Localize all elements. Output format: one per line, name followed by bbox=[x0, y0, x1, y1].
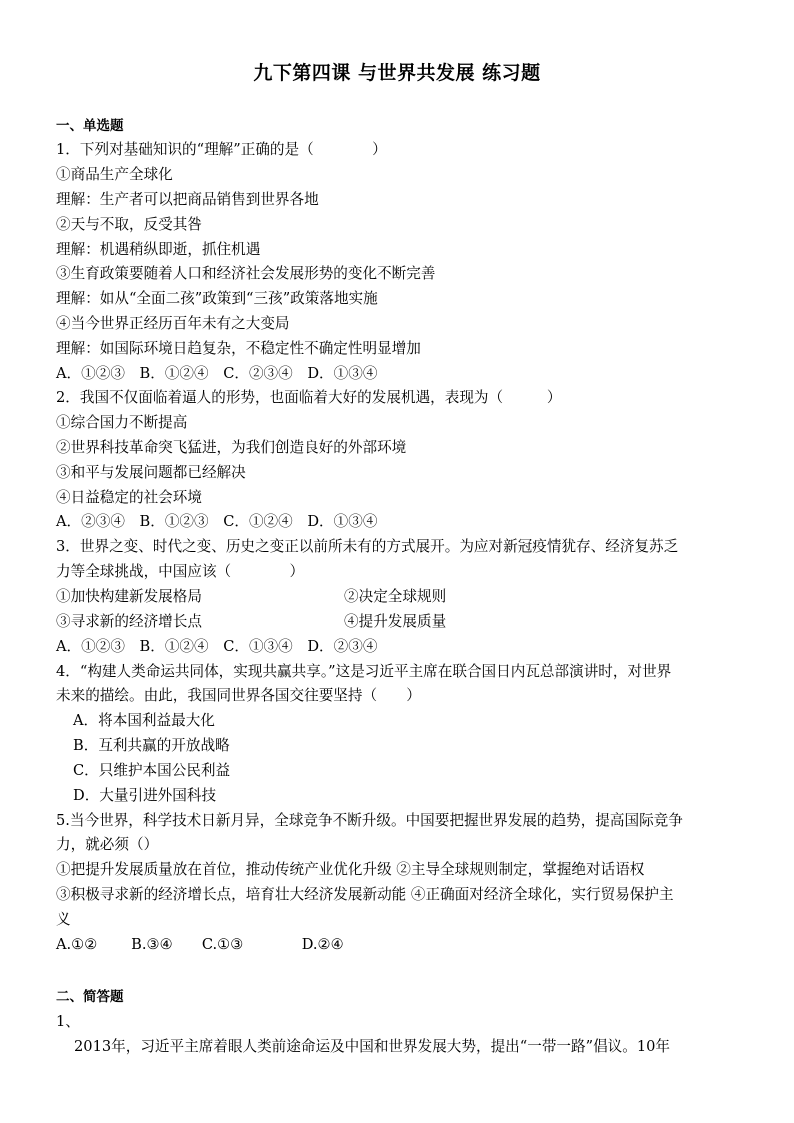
q1-stem: 1．下列对基础知识的“理解”正确的是（ ） bbox=[56, 141, 387, 158]
q4-choice-b: B．互利共赢的开放战略 bbox=[73, 737, 230, 754]
q5-options: A.①② B.③④ C.①③ D.②④ bbox=[56, 936, 344, 953]
q1-line: ④当今世界正经历百年未有之大变局 bbox=[56, 315, 290, 332]
q1-line: ③生育政策要随着人口和经济社会发展形势的变化不断完善 bbox=[56, 265, 436, 282]
q3-options: A．①②③ B．①②④ C．①③④ D．②③④ bbox=[56, 638, 378, 655]
q4-choice-d: D．大量引进外国科技 bbox=[73, 787, 217, 804]
q1-line: ②天与不取，反受其咎 bbox=[56, 216, 202, 233]
q1-line: 理解：机遇稍纵即逝，抓住机遇 bbox=[56, 241, 261, 258]
q4-choice-a: A．将本国利益最大化 bbox=[73, 712, 215, 729]
q5-stem-line2: 力，就必须（） bbox=[56, 836, 159, 853]
q3-item-2: ②决定全球规则 bbox=[344, 588, 447, 605]
q4-stem-line2: 未来的描绘。由此，我国同世界各国交往要坚持（ ） bbox=[56, 687, 421, 704]
q3-item-1: ①加快构建新发展格局 bbox=[56, 588, 202, 605]
q3-option-row bbox=[56, 587, 746, 607]
q3-item-4: ④提升发展质量 bbox=[344, 613, 447, 630]
q4-stem-line1: 4．“构建人类命运共同体，实现共赢共享。”这是习近平主席在联合国日内瓦总部演讲时，对世界 bbox=[56, 663, 672, 680]
q5-line: 义 bbox=[56, 911, 71, 928]
q2-line: ③和平与发展问题都已经解决 bbox=[56, 464, 246, 481]
q2-line: ①综合国力不断提高 bbox=[56, 414, 188, 431]
q2-options: A．②③④ B．①②③ C．①②④ D．①③④ bbox=[56, 513, 378, 530]
section-heading-single-choice: 一、单选题 bbox=[56, 118, 124, 134]
q4-choice-c: C．只维护本国公民利益 bbox=[73, 762, 231, 779]
q1-options: A．①②③ B．①②④ C．②③④ D．①③④ bbox=[56, 365, 378, 382]
q1-line: 理解：生产者可以把商品销售到世界各地 bbox=[56, 191, 319, 208]
worksheet-title: 九下第四课 与世界共发展 练习题 bbox=[253, 62, 541, 84]
q3-option-row bbox=[56, 612, 746, 632]
sa-q1-paragraph: 2013年，习近平主席着眼人类前途命运及中国和世界发展大势，提出“一带一路”倡议。10年 bbox=[74, 1038, 671, 1055]
q3-stem-line2: 力等全球挑战，中国应该（ ） bbox=[56, 563, 305, 580]
q3-stem-line1: 3．世界之变、时代之变、历史之变正以前所未有的方式展开。为应对新冠疫情犹存、经济复苏乏 bbox=[56, 538, 679, 555]
q2-line: ④日益稳定的社会环境 bbox=[56, 489, 202, 506]
q2-line: ②世界科技革命突飞猛进，为我们创造良好的外部环境 bbox=[56, 439, 407, 456]
q1-line: 理解：如国际环境日趋复杂，不稳定性不确定性明显增加 bbox=[56, 340, 421, 357]
section-heading-short-answer: 二、简答题 bbox=[56, 989, 124, 1005]
q1-line: 理解：如从“全面二孩”政策到“三孩”政策落地实施 bbox=[56, 290, 378, 307]
sa-q1-label: 1、 bbox=[56, 1013, 80, 1030]
q5-stem-line1: 5.当今世界，科学技术日新月异，全球竞争不断升级。中国要把握世界发展的趋势，提高国际竞争 bbox=[56, 812, 683, 829]
q1-line: ①商品生产全球化 bbox=[56, 166, 173, 183]
q5-line: ①把提升发展质量放在首位，推动传统产业优化升级 ②主导全球规则制定，掌握绝对话语权 bbox=[56, 861, 645, 878]
q5-line: ③积极寻求新的经济增长点，培育壮大经济发展新动能 ④正确面对经济全球化，实行贸易保护主 bbox=[56, 886, 674, 903]
q3-item-3: ③寻求新的经济增长点 bbox=[56, 613, 202, 630]
q2-stem: 2．我国不仅面临着逼人的形势，也面临着大好的发展机遇，表现为（ ） bbox=[56, 389, 562, 406]
